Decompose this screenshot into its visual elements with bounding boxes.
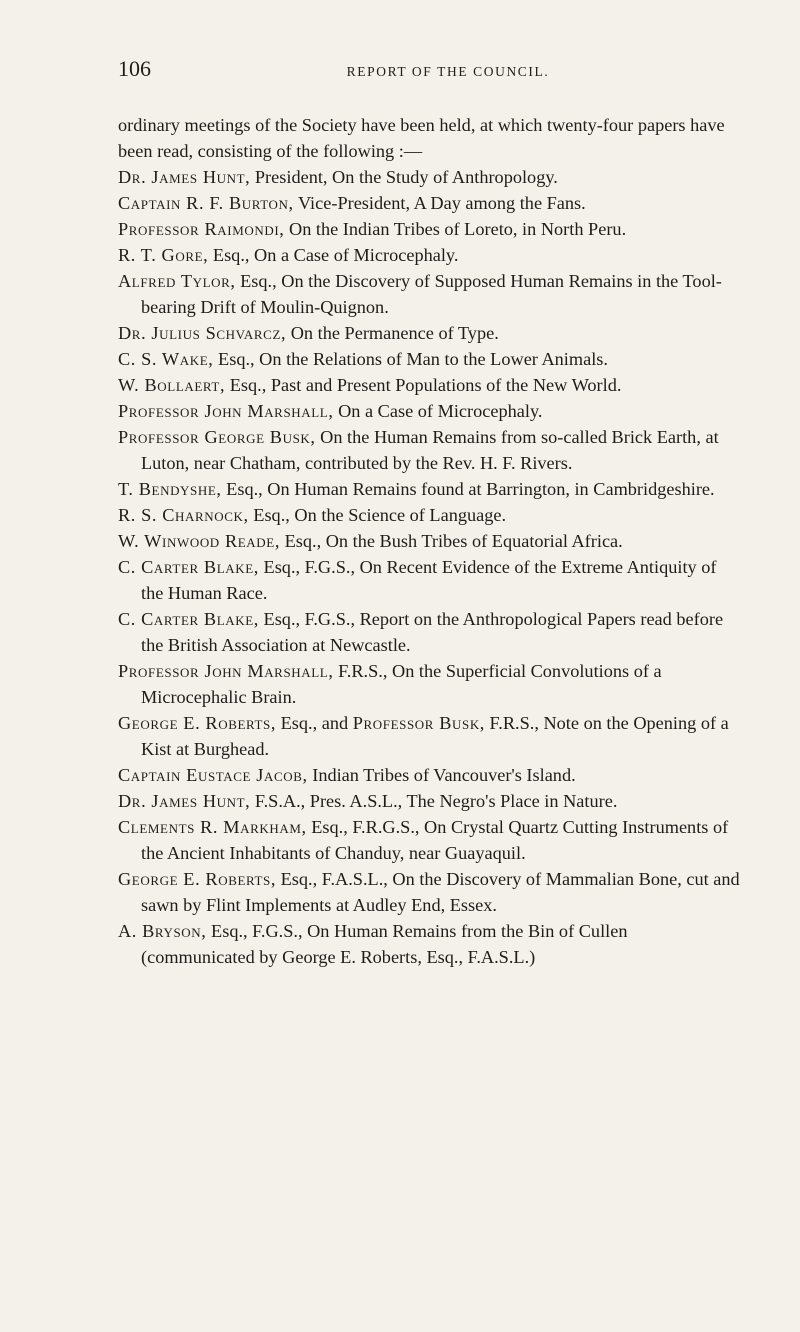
paper-entry bbox=[118, 814, 743, 866]
paper-entry bbox=[118, 398, 743, 424]
paper-author: Captain Eustace Jacob, bbox=[118, 765, 308, 785]
paper-title: Esq., F.A.S.L., On the Discovery of Mammalian Bone, cut and sawn by Flint Implements at Audley End, Essex. bbox=[141, 869, 740, 915]
paper-title: Esq., On a Case of Microcephaly. bbox=[208, 245, 459, 265]
paper-entry bbox=[118, 372, 743, 398]
paper-list bbox=[118, 164, 743, 970]
paper-author: Clements R. Markham, bbox=[118, 817, 307, 837]
paper-author: R. T. Gore, bbox=[118, 245, 209, 265]
paper-entry bbox=[118, 710, 743, 762]
paper-title: Esq., F.G.S., On Human Remains from the Bin of Cullen (communicated by George E. Roberts, Esq., F.A.S.L.) bbox=[141, 921, 628, 967]
paper-entry bbox=[118, 346, 743, 372]
paper-entry bbox=[118, 762, 743, 788]
paper-title: Esq., Past and Present Populations of the New World. bbox=[225, 375, 622, 395]
paper-title: Esq., On the Bush Tribes of Equatorial Africa. bbox=[280, 531, 623, 551]
paper-title: Esq., On the Relations of Man to the Lower Animals. bbox=[213, 349, 608, 369]
paper-title: F.S.A., Pres. A.S.L., The Negro's Place in Nature. bbox=[250, 791, 618, 811]
running-title: REPORT OF THE COUNCIL. bbox=[346, 64, 550, 79]
paper-title: Vice-President, A Day among the Fans. bbox=[293, 193, 586, 213]
paper-author: George E. Roberts, bbox=[118, 869, 277, 889]
paper-author: W. Bollaert, bbox=[118, 375, 226, 395]
paper-entry bbox=[118, 866, 743, 918]
paper-author: Dr. James Hunt, bbox=[118, 791, 251, 811]
paper-title: Esq., On Human Remains found at Barrington, in Cambridgeshire. bbox=[221, 479, 715, 499]
paper-entry bbox=[118, 918, 743, 970]
paper-title: President, On the Study of Anthropology. bbox=[250, 167, 558, 187]
paper-author: George E. Roberts, bbox=[118, 713, 277, 733]
paper-title: Esq., On the Science of Language. bbox=[248, 505, 507, 525]
paper-title: Esq., F.G.S., On Recent Evidence of the Extreme Antiquity of the Human Race. bbox=[141, 557, 717, 603]
paper-author: Professor John Marshall, bbox=[118, 661, 334, 681]
paper-title: On the Permanence of Type. bbox=[286, 323, 499, 343]
intro-paragraph: ordinary meetings of the Society have been held, at which twenty-four papers have been read, consisting of the following :— bbox=[118, 115, 725, 161]
paper-entry bbox=[118, 216, 743, 242]
paper-author: Professor Raimondi, bbox=[118, 219, 285, 239]
paper-entry bbox=[118, 320, 743, 346]
paper-entry bbox=[118, 788, 743, 814]
paper-entry bbox=[118, 606, 743, 658]
paper-author: Dr. James Hunt, bbox=[118, 167, 251, 187]
paper-author: A. Bryson, bbox=[118, 921, 207, 941]
paper-author: Professor John Marshall, bbox=[118, 401, 334, 421]
paper-title: Esq., and bbox=[276, 713, 353, 733]
paper-title: Indian Tribes of Vancouver's Island. bbox=[307, 765, 576, 785]
paper-author: Dr. Julius Schvarcz, bbox=[118, 323, 287, 343]
paper-entry bbox=[118, 528, 743, 554]
paper-title: On a Case of Microcephaly. bbox=[333, 401, 543, 421]
paper-author: C. S. Wake, bbox=[118, 349, 214, 369]
page-number: 106 bbox=[118, 56, 151, 81]
paper-title: Esq., F.R.G.S., On Crystal Quartz Cutting Instruments of the Ancient Inhabitants of Chanduy, near Guayaquil. bbox=[141, 817, 729, 863]
paper-entry bbox=[118, 424, 743, 476]
paper-author: C. Carter Blake, bbox=[118, 609, 259, 629]
paper-entry bbox=[118, 476, 743, 502]
paper-entry bbox=[118, 268, 743, 320]
page-header bbox=[118, 56, 738, 86]
paper-title: F.R.S., Note on the Opening of a Kist at Burghead. bbox=[141, 713, 729, 759]
paper-author: C. Carter Blake, bbox=[118, 557, 259, 577]
paper-author: Professor Busk, bbox=[352, 713, 485, 733]
paper-title: Esq., F.G.S., Report on the Anthropological Papers read before the British Association at Newcastle. bbox=[141, 609, 724, 655]
paper-title: On the Indian Tribes of Loreto, in North Peru. bbox=[284, 219, 627, 239]
paper-entry bbox=[118, 242, 743, 268]
paper-author: Captain R. F. Burton, bbox=[118, 193, 294, 213]
paper-title: Esq., On the Discovery of Supposed Human Remains in the Tool-bearing Drift of Moulin-Quignon. bbox=[141, 271, 722, 317]
paper-author: T. Bendyshe, bbox=[118, 479, 222, 499]
paper-author: Alfred Tylor, bbox=[118, 271, 236, 291]
paper-author: W. Winwood Reade, bbox=[118, 531, 280, 551]
paper-entry bbox=[118, 164, 743, 190]
paper-entry bbox=[118, 554, 743, 606]
paper-author: R. S. Charnock, bbox=[118, 505, 249, 525]
paper-title: F.R.S., On the Superficial Convolutions of a Microcephalic Brain. bbox=[141, 661, 662, 707]
paper-entry bbox=[118, 190, 743, 216]
body-text bbox=[118, 112, 743, 970]
paper-author: Professor George Busk, bbox=[118, 427, 316, 447]
paper-entry bbox=[118, 502, 743, 528]
paper-entry bbox=[118, 658, 743, 710]
paper-title: On the Human Remains from so-called Brick Earth, at Luton, near Chatham, contributed by the Rev. H. F. Rivers. bbox=[141, 427, 719, 473]
